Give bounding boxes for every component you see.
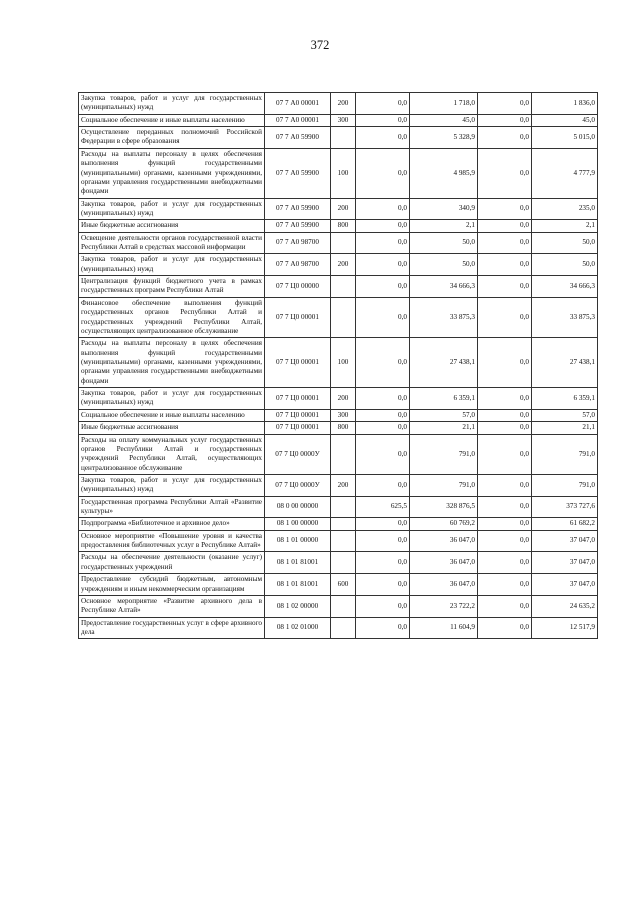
cell-value-4: 21,1 xyxy=(532,422,598,434)
cell-description: Закупка товаров, работ и услуг для государственных (муниципальных) нужд xyxy=(79,93,265,115)
cell-target-code: 08 0 00 00000 xyxy=(265,496,331,518)
table-body xyxy=(79,93,598,639)
cell-value-1: 0,0 xyxy=(356,530,410,552)
cell-target-code: 07 7 Ц0 00001 xyxy=(265,422,331,434)
cell-value-3: 0,0 xyxy=(478,530,532,552)
cell-value-2: 34 666,3 xyxy=(410,276,478,298)
cell-description: Финансовое обеспечение выполнения функций государственных органов Республики Алтай и государственных учреждений Республики Алтай, осуществляющих централизованное обслуживание xyxy=(79,297,265,337)
cell-description: Социальное обеспечение и иные выплаты населению xyxy=(79,114,265,126)
table-row xyxy=(79,232,598,254)
cell-value-2: 36 047,0 xyxy=(410,552,478,574)
cell-value-2: 60 769,2 xyxy=(410,518,478,530)
table-row xyxy=(79,114,598,126)
cell-value-4: 45,0 xyxy=(532,114,598,126)
cell-value-3: 0,0 xyxy=(478,574,532,596)
cell-description: Закупка товаров, работ и услуг для государственных (муниципальных) нужд xyxy=(79,388,265,410)
cell-expense-type: 200 xyxy=(331,254,356,276)
cell-value-4: 27 438,1 xyxy=(532,338,598,388)
table-row xyxy=(79,434,598,474)
cell-expense-type xyxy=(331,552,356,574)
table-row xyxy=(79,595,598,617)
cell-value-4: 4 777,9 xyxy=(532,148,598,198)
cell-target-code: 08 1 01 81001 xyxy=(265,574,331,596)
cell-value-4: 24 635,2 xyxy=(532,595,598,617)
table-row xyxy=(79,297,598,337)
cell-value-4: 791,0 xyxy=(532,474,598,496)
cell-expense-type xyxy=(331,127,356,149)
table-row xyxy=(79,518,598,530)
table-row xyxy=(79,254,598,276)
cell-value-2: 57,0 xyxy=(410,409,478,421)
table-row xyxy=(79,574,598,596)
cell-target-code: 08 1 01 00000 xyxy=(265,530,331,552)
cell-expense-type: 800 xyxy=(331,422,356,434)
table-row xyxy=(79,148,598,198)
cell-value-1: 0,0 xyxy=(356,518,410,530)
cell-value-1: 0,0 xyxy=(356,409,410,421)
cell-description: Основное мероприятие «Развитие архивного дела в Республике Алтай» xyxy=(79,595,265,617)
cell-value-2: 33 875,3 xyxy=(410,297,478,337)
cell-expense-type xyxy=(331,617,356,639)
cell-expense-type: 300 xyxy=(331,114,356,126)
cell-expense-type xyxy=(331,276,356,298)
cell-value-2: 50,0 xyxy=(410,254,478,276)
cell-value-3: 0,0 xyxy=(478,434,532,474)
cell-target-code: 07 7 Ц0 0000У xyxy=(265,474,331,496)
cell-value-3: 0,0 xyxy=(478,232,532,254)
cell-description: Государственная программа Республики Алтай «Развитие культуры» xyxy=(79,496,265,518)
cell-value-2: 5 328,9 xyxy=(410,127,478,149)
cell-value-1: 0,0 xyxy=(356,474,410,496)
cell-value-1: 0,0 xyxy=(356,595,410,617)
cell-description: Освещение деятельности органов государственной власти Республики Алтай в средствах массовой информации xyxy=(79,232,265,254)
cell-description: Подпрограмма «Библиотечное и архивное дело» xyxy=(79,518,265,530)
table-row xyxy=(79,552,598,574)
cell-description: Расходы на выплаты персоналу в целях обеспечения выполнения функций государственными (муниципальными) органами, казенными учреждениями, органами управления государственными внебюджетными фондами xyxy=(79,148,265,198)
cell-value-4: 235,0 xyxy=(532,198,598,220)
cell-value-1: 0,0 xyxy=(356,276,410,298)
cell-value-1: 625,5 xyxy=(356,496,410,518)
cell-value-2: 45,0 xyxy=(410,114,478,126)
cell-value-3: 0,0 xyxy=(478,338,532,388)
cell-expense-type: 300 xyxy=(331,409,356,421)
cell-value-1: 0,0 xyxy=(356,127,410,149)
cell-description: Социальное обеспечение и иные выплаты населению xyxy=(79,409,265,421)
cell-description: Осуществление переданных полномочий Российской Федерации в сфере образования xyxy=(79,127,265,149)
cell-value-3: 0,0 xyxy=(478,276,532,298)
cell-target-code: 07 7 А0 59900 xyxy=(265,220,331,232)
table-row xyxy=(79,617,598,639)
cell-value-4: 37 047,0 xyxy=(532,552,598,574)
cell-expense-type: 200 xyxy=(331,93,356,115)
cell-expense-type: 200 xyxy=(331,388,356,410)
cell-value-4: 791,0 xyxy=(532,434,598,474)
cell-description: Иные бюджетные ассигнования xyxy=(79,422,265,434)
cell-value-2: 340,9 xyxy=(410,198,478,220)
cell-value-1: 0,0 xyxy=(356,198,410,220)
cell-value-2: 27 438,1 xyxy=(410,338,478,388)
cell-expense-type: 200 xyxy=(331,198,356,220)
table-row xyxy=(79,388,598,410)
cell-value-4: 50,0 xyxy=(532,254,598,276)
table-row xyxy=(79,220,598,232)
cell-value-1: 0,0 xyxy=(356,220,410,232)
cell-description: Закупка товаров, работ и услуг для государственных (муниципальных) нужд xyxy=(79,198,265,220)
cell-value-1: 0,0 xyxy=(356,434,410,474)
cell-value-3: 0,0 xyxy=(478,148,532,198)
cell-target-code: 07 7 Ц0 00001 xyxy=(265,388,331,410)
cell-value-4: 6 359,1 xyxy=(532,388,598,410)
cell-value-2: 50,0 xyxy=(410,232,478,254)
cell-expense-type: 800 xyxy=(331,220,356,232)
cell-target-code: 07 7 Ц0 00001 xyxy=(265,338,331,388)
cell-value-3: 0,0 xyxy=(478,198,532,220)
cell-value-3: 0,0 xyxy=(478,220,532,232)
cell-value-4: 37 047,0 xyxy=(532,530,598,552)
cell-description: Закупка товаров, работ и услуг для государственных (муниципальных) нужд xyxy=(79,474,265,496)
cell-value-1: 0,0 xyxy=(356,617,410,639)
table-row xyxy=(79,198,598,220)
cell-target-code: 08 1 02 01000 xyxy=(265,617,331,639)
table-row xyxy=(79,127,598,149)
table-row xyxy=(79,530,598,552)
cell-value-2: 328 876,5 xyxy=(410,496,478,518)
cell-expense-type xyxy=(331,434,356,474)
budget-table xyxy=(78,92,598,639)
cell-expense-type xyxy=(331,595,356,617)
table-row xyxy=(79,338,598,388)
cell-description: Предоставление субсидий бюджетным, автономным учреждениям и иным некоммерческим организациям xyxy=(79,574,265,596)
table-row xyxy=(79,474,598,496)
cell-value-2: 11 604,9 xyxy=(410,617,478,639)
cell-expense-type xyxy=(331,297,356,337)
cell-value-1: 0,0 xyxy=(356,422,410,434)
cell-description: Расходы на обеспечение деятельности (оказание услуг) государственных учреждений xyxy=(79,552,265,574)
cell-description: Расходы на выплаты персоналу в целях обеспечения выполнения функций государственными (муниципальными) органами, казенными учреждениями, органами управления государственными внебюджетными фондами xyxy=(79,338,265,388)
cell-value-3: 0,0 xyxy=(478,474,532,496)
cell-value-2: 1 718,0 xyxy=(410,93,478,115)
cell-value-1: 0,0 xyxy=(356,297,410,337)
cell-value-3: 0,0 xyxy=(478,617,532,639)
cell-value-3: 0,0 xyxy=(478,422,532,434)
cell-value-3: 0,0 xyxy=(478,518,532,530)
cell-value-1: 0,0 xyxy=(356,148,410,198)
cell-value-1: 0,0 xyxy=(356,552,410,574)
cell-expense-type: 100 xyxy=(331,148,356,198)
table-row xyxy=(79,409,598,421)
cell-value-2: 36 047,0 xyxy=(410,530,478,552)
cell-description: Иные бюджетные ассигнования xyxy=(79,220,265,232)
cell-value-4: 61 682,2 xyxy=(532,518,598,530)
cell-value-4: 1 836,0 xyxy=(532,93,598,115)
cell-value-1: 0,0 xyxy=(356,232,410,254)
cell-value-1: 0,0 xyxy=(356,114,410,126)
page-number: 372 xyxy=(310,38,330,52)
cell-description: Закупка товаров, работ и услуг для государственных (муниципальных) нужд xyxy=(79,254,265,276)
cell-expense-type xyxy=(331,530,356,552)
cell-value-2: 36 047,0 xyxy=(410,574,478,596)
cell-value-3: 0,0 xyxy=(478,552,532,574)
cell-target-code: 07 7 Ц0 00001 xyxy=(265,297,331,337)
cell-value-2: 23 722,2 xyxy=(410,595,478,617)
cell-value-1: 0,0 xyxy=(356,254,410,276)
cell-target-code: 08 1 02 00000 xyxy=(265,595,331,617)
cell-value-3: 0,0 xyxy=(478,297,532,337)
cell-target-code: 07 7 А0 00001 xyxy=(265,93,331,115)
cell-expense-type: 200 xyxy=(331,474,356,496)
cell-description: Предоставление государственных услуг в сфере архивного дела xyxy=(79,617,265,639)
cell-expense-type xyxy=(331,232,356,254)
table-row xyxy=(79,276,598,298)
cell-target-code: 08 1 01 81001 xyxy=(265,552,331,574)
cell-value-3: 0,0 xyxy=(478,114,532,126)
cell-target-code: 07 7 А0 59900 xyxy=(265,127,331,149)
cell-value-2: 2,1 xyxy=(410,220,478,232)
cell-expense-type: 100 xyxy=(331,338,356,388)
cell-description: Основное мероприятие «Повышение уровня и качества предоставления библиотечных услуг в Республике Алтай» xyxy=(79,530,265,552)
table-row xyxy=(79,422,598,434)
cell-value-3: 0,0 xyxy=(478,93,532,115)
cell-value-2: 791,0 xyxy=(410,434,478,474)
cell-value-4: 373 727,6 xyxy=(532,496,598,518)
cell-value-3: 0,0 xyxy=(478,595,532,617)
cell-value-1: 0,0 xyxy=(356,338,410,388)
cell-target-code: 07 7 Ц0 0000У xyxy=(265,434,331,474)
cell-value-4: 12 517,9 xyxy=(532,617,598,639)
cell-target-code: 07 7 Ц0 00000 xyxy=(265,276,331,298)
cell-target-code: 07 7 А0 59900 xyxy=(265,198,331,220)
cell-value-3: 0,0 xyxy=(478,496,532,518)
cell-value-2: 21,1 xyxy=(410,422,478,434)
cell-target-code: 07 7 Ц0 00001 xyxy=(265,409,331,421)
cell-value-4: 34 666,3 xyxy=(532,276,598,298)
table-row xyxy=(79,496,598,518)
cell-description: Расходы на оплату коммунальных услуг государственных органов Республики Алтай и государственных учреждений Республики Алтай, осуществляющих централизованное обслуживание xyxy=(79,434,265,474)
cell-value-3: 0,0 xyxy=(478,254,532,276)
cell-value-4: 57,0 xyxy=(532,409,598,421)
cell-value-4: 33 875,3 xyxy=(532,297,598,337)
cell-expense-type xyxy=(331,496,356,518)
cell-value-2: 791,0 xyxy=(410,474,478,496)
cell-target-code: 07 7 А0 98700 xyxy=(265,254,331,276)
cell-value-3: 0,0 xyxy=(478,409,532,421)
cell-value-4: 50,0 xyxy=(532,232,598,254)
cell-value-1: 0,0 xyxy=(356,574,410,596)
cell-expense-type: 600 xyxy=(331,574,356,596)
cell-target-code: 08 1 00 00000 xyxy=(265,518,331,530)
table-row xyxy=(79,93,598,115)
cell-value-1: 0,0 xyxy=(356,388,410,410)
cell-target-code: 07 7 А0 98700 xyxy=(265,232,331,254)
cell-value-4: 2,1 xyxy=(532,220,598,232)
cell-target-code: 07 7 А0 00001 xyxy=(265,114,331,126)
cell-value-3: 0,0 xyxy=(478,388,532,410)
cell-target-code: 07 7 А0 59900 xyxy=(265,148,331,198)
cell-value-1: 0,0 xyxy=(356,93,410,115)
cell-value-2: 4 985,9 xyxy=(410,148,478,198)
cell-value-2: 6 359,1 xyxy=(410,388,478,410)
cell-value-3: 0,0 xyxy=(478,127,532,149)
cell-expense-type xyxy=(331,518,356,530)
cell-value-4: 5 015,0 xyxy=(532,127,598,149)
cell-value-4: 37 047,0 xyxy=(532,574,598,596)
cell-description: Централизация функций бюджетного учета в рамках государственных программ Республики Алтай xyxy=(79,276,265,298)
